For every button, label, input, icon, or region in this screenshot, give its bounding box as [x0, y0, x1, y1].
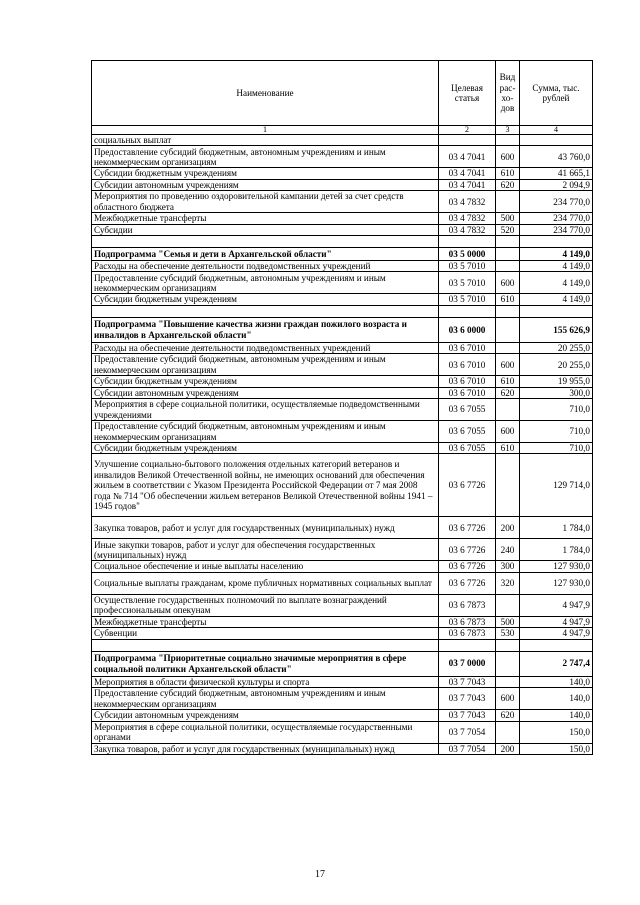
cell-sum: 4 947,9	[520, 616, 593, 627]
cell-name: Субсидии бюджетным учреждениям	[92, 443, 439, 454]
spacer-row	[92, 236, 593, 248]
budget-table	[91, 60, 593, 755]
cell-sum: 4 149,0	[520, 248, 593, 261]
cell-vid	[496, 317, 520, 342]
table-row	[92, 572, 593, 594]
cell-vid: 600	[496, 688, 520, 710]
cell-target: 03 6 0000	[439, 317, 496, 342]
cell-vid: 200	[496, 517, 520, 539]
cell-vid: 240	[496, 539, 520, 561]
cell-vid: 620	[496, 387, 520, 398]
table-row	[92, 342, 593, 353]
cell-vid: 200	[496, 743, 520, 754]
cell-target: 03 6 7726	[439, 454, 496, 517]
table-row	[92, 354, 593, 376]
subprogram-row	[92, 651, 593, 676]
cell-sum: 20 255,0	[520, 354, 593, 376]
cell-name: Иные закупки товаров, работ и услуг для обеспечения государственных (муниципальных) нужд	[92, 539, 439, 561]
header-sum: Сумма, тыс. рублей	[520, 61, 593, 126]
cell-sum: 20 255,0	[520, 342, 593, 353]
cell-vid	[496, 454, 520, 517]
cell-vid: 610	[496, 376, 520, 387]
cell-name: Предоставление субсидий бюджетным, автономным учреждениям и иным некоммерческим организациям	[92, 688, 439, 710]
cell-name: Улучшение социально-бытового положения отдельных категорий ветеранов и инвалидов Великой Отечественной войны, не имеющих оснований для обеспечения жильем в соответствии с Указом Президента Российской Федерации от 7 мая 2008 года № 714 "Об обеспечении жильем ветеранов Великой Отечественной войны 1941 – 1945 годов"	[92, 454, 439, 517]
cell-target	[439, 639, 496, 651]
cell-name: Субсидии автономным учреждениям	[92, 710, 439, 721]
cell-name: Подпрограмма "Приоритетные социально значимые мероприятия в сфере социальной политики Архангельской области"	[92, 651, 439, 676]
header-vid: Вид рас-хо-дов	[496, 61, 520, 126]
cell-target: 03 5 7010	[439, 261, 496, 272]
table-row	[92, 146, 593, 168]
cell-name: Субсидии автономным учреждениям	[92, 387, 439, 398]
cell-name: Социальное обеспечение и иные выплаты населению	[92, 561, 439, 572]
cell-vid: 610	[496, 294, 520, 305]
cell-target: 03 6 7726	[439, 572, 496, 594]
cell-vid: 520	[496, 224, 520, 235]
cell-name: Подпрограмма "Семья и дети в Архангельской области"	[92, 248, 439, 261]
cell-vid	[496, 651, 520, 676]
table-row	[92, 387, 593, 398]
cell-vid	[496, 191, 520, 213]
cell-vid: 610	[496, 168, 520, 179]
cell-target: 03 5 7010	[439, 294, 496, 305]
cell-sum: 41 665,1	[520, 168, 593, 179]
cell-sum: 140,0	[520, 710, 593, 721]
cell-vid	[496, 399, 520, 421]
table-row	[92, 272, 593, 294]
cell-sum: 4 149,0	[520, 272, 593, 294]
cell-sum: 150,0	[520, 743, 593, 754]
table-row	[92, 191, 593, 213]
cell-target	[439, 236, 496, 248]
cell-vid	[496, 676, 520, 687]
cell-name: Мероприятия в области физической культуры и спорта	[92, 676, 439, 687]
cell-name: социальных выплат	[92, 135, 439, 146]
subprogram-row	[92, 248, 593, 261]
cell-vid	[496, 248, 520, 261]
cell-name: Закупка товаров, работ и услуг для государственных (муниципальных) нужд	[92, 517, 439, 539]
cell-sum: 129 714,0	[520, 454, 593, 517]
cell-sum: 4 947,9	[520, 628, 593, 639]
cell-name: Социальные выплаты гражданам, кроме публичных нормативных социальных выплат	[92, 572, 439, 594]
subprogram-row	[92, 317, 593, 342]
cell-name: Мероприятия в сфере социальной политики, осуществляемые государственными органами	[92, 721, 439, 743]
table-row	[92, 443, 593, 454]
cell-name: Предоставление субсидий бюджетным, автономным учреждениям и иным некоммерческим организациям	[92, 146, 439, 168]
table-row	[92, 135, 593, 146]
cell-vid: 620	[496, 710, 520, 721]
cell-vid: 600	[496, 146, 520, 168]
cell-target: 03 6 7010	[439, 387, 496, 398]
cell-sum: 234 770,0	[520, 213, 593, 224]
cell-target: 03 6 7055	[439, 399, 496, 421]
cell-target: 03 7 0000	[439, 651, 496, 676]
cell-vid: 600	[496, 272, 520, 294]
cell-target: 03 7 7054	[439, 743, 496, 754]
cell-target: 03 6 7055	[439, 421, 496, 443]
cell-sum: 710,0	[520, 421, 593, 443]
cell-name: Субсидии автономным учреждениям	[92, 179, 439, 190]
cell-vid	[496, 639, 520, 651]
cell-name	[92, 236, 439, 248]
cell-name: Межбюджетные трансферты	[92, 213, 439, 224]
cell-target: 03 6 7873	[439, 628, 496, 639]
cell-target: 03 6 7726	[439, 561, 496, 572]
cell-vid	[496, 305, 520, 317]
cell-sum	[520, 639, 593, 651]
table-row	[92, 168, 593, 179]
table-row	[92, 628, 593, 639]
table-row	[92, 454, 593, 517]
table-row	[92, 616, 593, 627]
cell-target: 03 4 7041	[439, 179, 496, 190]
cell-vid	[496, 594, 520, 616]
cell-target: 03 5 7010	[439, 272, 496, 294]
page-number: 17	[315, 869, 325, 880]
table-row	[92, 213, 593, 224]
cell-sum	[520, 305, 593, 317]
cell-sum: 710,0	[520, 399, 593, 421]
cell-sum: 4 947,9	[520, 594, 593, 616]
cell-sum: 140,0	[520, 688, 593, 710]
cell-target: 03 6 7055	[439, 443, 496, 454]
cell-name: Осуществление государственных полномочий по выплате вознаграждений профессиональным опекунам	[92, 594, 439, 616]
cell-target	[439, 305, 496, 317]
cell-target: 03 7 7043	[439, 688, 496, 710]
cell-target: 03 7 7043	[439, 710, 496, 721]
cell-target: 03 4 7041	[439, 168, 496, 179]
cell-vid	[496, 135, 520, 146]
cell-name: Предоставление субсидий бюджетным, автономным учреждениям и иным некоммерческим организациям	[92, 421, 439, 443]
cell-name: Предоставление субсидий бюджетным, автономным учреждениям и иным некоммерческим организациям	[92, 272, 439, 294]
cell-target: 03 6 7873	[439, 616, 496, 627]
cell-vid: 500	[496, 616, 520, 627]
index-cell: 2	[439, 126, 496, 135]
budget-table-body	[92, 61, 593, 755]
cell-sum: 1 784,0	[520, 539, 593, 561]
table-row	[92, 721, 593, 743]
cell-name: Мероприятия в сфере социальной политики, осуществляемые подведомственными учреждениями	[92, 399, 439, 421]
cell-target: 03 5 0000	[439, 248, 496, 261]
cell-name	[92, 639, 439, 651]
cell-sum: 155 626,9	[520, 317, 593, 342]
cell-target: 03 4 7832	[439, 213, 496, 224]
cell-sum: 127 930,0	[520, 561, 593, 572]
cell-name: Мероприятия по проведению оздоровительной кампании детей за счет средств областного бюджета	[92, 191, 439, 213]
cell-vid: 620	[496, 179, 520, 190]
cell-vid	[496, 236, 520, 248]
cell-sum: 140,0	[520, 676, 593, 687]
header-row	[92, 61, 593, 126]
cell-name: Субсидии бюджетным учреждениям	[92, 294, 439, 305]
cell-vid: 500	[496, 213, 520, 224]
cell-sum: 234 770,0	[520, 191, 593, 213]
index-row	[92, 126, 593, 135]
table-row	[92, 594, 593, 616]
cell-vid	[496, 721, 520, 743]
cell-target: 03 4 7041	[439, 146, 496, 168]
table-row	[92, 539, 593, 561]
cell-sum: 150,0	[520, 721, 593, 743]
cell-sum: 1 784,0	[520, 517, 593, 539]
index-cell: 1	[92, 126, 439, 135]
table-row	[92, 294, 593, 305]
cell-sum	[520, 135, 593, 146]
header-target: Целевая статья	[439, 61, 496, 126]
cell-target: 03 6 7873	[439, 594, 496, 616]
cell-name: Расходы на обеспечение деятельности подведомственных учреждений	[92, 261, 439, 272]
cell-name: Закупка товаров, работ и услуг для государственных (муниципальных) нужд	[92, 743, 439, 754]
cell-sum: 710,0	[520, 443, 593, 454]
cell-vid: 600	[496, 421, 520, 443]
table-row	[92, 224, 593, 235]
spacer-row	[92, 305, 593, 317]
cell-name: Подпрограмма "Повышение качества жизни граждан пожилого возраста и инвалидов в Архангельской области"	[92, 317, 439, 342]
cell-target: 03 6 7010	[439, 354, 496, 376]
cell-name: Предоставление субсидий бюджетным, автономным учреждениям и иным некоммерческим организациям	[92, 354, 439, 376]
spacer-row	[92, 639, 593, 651]
cell-target	[439, 135, 496, 146]
cell-vid: 530	[496, 628, 520, 639]
table-row	[92, 743, 593, 754]
cell-name: Субвенции	[92, 628, 439, 639]
cell-target: 03 6 7726	[439, 539, 496, 561]
table-row	[92, 710, 593, 721]
cell-name	[92, 305, 439, 317]
table-row	[92, 421, 593, 443]
table-row	[92, 688, 593, 710]
table-row	[92, 261, 593, 272]
cell-name: Субсидии бюджетным учреждениям	[92, 168, 439, 179]
cell-vid: 300	[496, 561, 520, 572]
table-row	[92, 179, 593, 190]
cell-name: Межбюджетные трансферты	[92, 616, 439, 627]
index-cell: 3	[496, 126, 520, 135]
cell-sum: 43 760,0	[520, 146, 593, 168]
cell-sum: 19 955,0	[520, 376, 593, 387]
cell-target: 03 7 7043	[439, 676, 496, 687]
cell-name: Расходы на обеспечение деятельности подведомственных учреждений	[92, 342, 439, 353]
cell-target: 03 4 7832	[439, 191, 496, 213]
cell-target: 03 6 7726	[439, 517, 496, 539]
cell-target: 03 4 7832	[439, 224, 496, 235]
header-name: Наименование	[92, 61, 439, 126]
cell-vid	[496, 261, 520, 272]
index-cell: 4	[520, 126, 593, 135]
table-row	[92, 561, 593, 572]
cell-vid: 610	[496, 443, 520, 454]
cell-sum: 4 149,0	[520, 261, 593, 272]
cell-vid: 320	[496, 572, 520, 594]
table-row	[92, 376, 593, 387]
cell-target: 03 7 7054	[439, 721, 496, 743]
cell-sum: 4 149,0	[520, 294, 593, 305]
cell-sum: 2 094,9	[520, 179, 593, 190]
cell-sum	[520, 236, 593, 248]
cell-target: 03 6 7010	[439, 376, 496, 387]
table-row	[92, 676, 593, 687]
cell-vid	[496, 342, 520, 353]
cell-sum: 234 770,0	[520, 224, 593, 235]
cell-name: Субсидии бюджетным учреждениям	[92, 376, 439, 387]
cell-name: Субсидии	[92, 224, 439, 235]
cell-sum: 2 747,4	[520, 651, 593, 676]
cell-sum: 300,0	[520, 387, 593, 398]
table-row	[92, 399, 593, 421]
cell-sum: 127 930,0	[520, 572, 593, 594]
cell-target: 03 6 7010	[439, 342, 496, 353]
cell-vid: 600	[496, 354, 520, 376]
table-row	[92, 517, 593, 539]
